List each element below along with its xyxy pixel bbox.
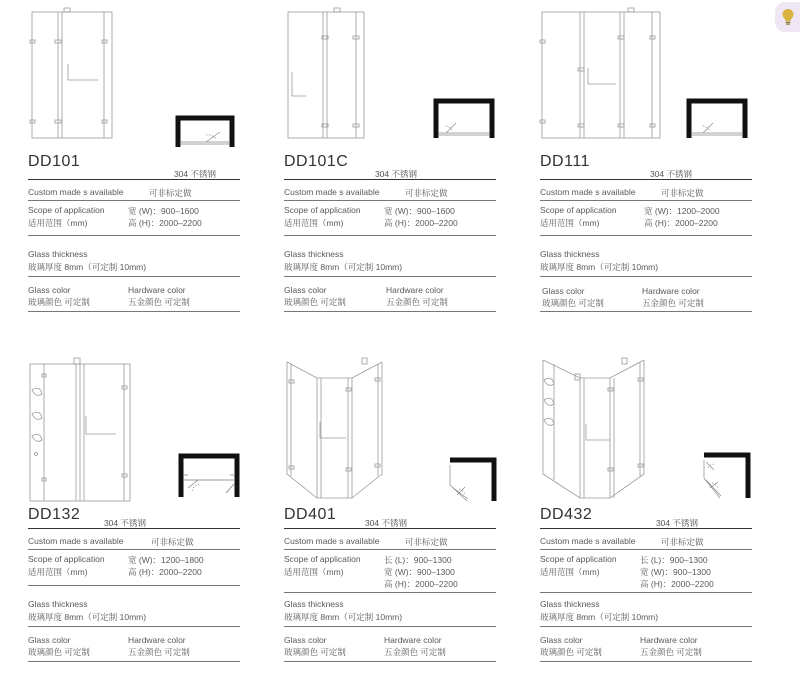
model-number: DD101 <box>28 153 81 170</box>
dimension-width: 宽 (W)：1200–1800 <box>128 555 204 565</box>
divider <box>284 311 496 312</box>
glass-thickness-cn: 玻璃厚度 8mm（可定制 10mm) <box>284 612 403 622</box>
dimension-width: 宽 (W)：900–1300 <box>640 567 711 577</box>
custom-made-cn: 可非标定做 <box>405 188 448 198</box>
divider <box>540 626 752 627</box>
hardware-color-cn: 五金颜色 可定制 <box>642 298 704 308</box>
glass-color-en: Glass color <box>28 635 71 645</box>
divider <box>28 311 240 312</box>
dimension-height: 高 (H)：2000–2200 <box>640 579 714 589</box>
shower-door-drawing <box>284 0 374 145</box>
dimension-length: 长 (L)：900–1300 <box>640 555 708 565</box>
dimension-width: 宽 (W)：900–1300 <box>384 567 455 577</box>
hardware-color-cn: 五金颜色 可定制 <box>384 647 446 657</box>
dimension-height: 高 (H)：2000–2200 <box>384 579 458 589</box>
divider <box>28 661 240 662</box>
floor-plan-diagram <box>700 452 752 500</box>
scope-cn: 适用范围（mm) <box>28 567 88 577</box>
dimension-height: 高 (H)：2000–2200 <box>128 218 202 228</box>
product-card-dd101 <box>28 0 240 320</box>
material-label: 304 不锈钢 <box>103 518 146 528</box>
shower-door-drawing <box>28 0 118 145</box>
divider <box>284 528 496 529</box>
custom-made-en: Custom made s available <box>540 187 636 197</box>
model-number: DD432 <box>540 506 593 523</box>
divider <box>28 179 240 180</box>
divider <box>28 276 240 277</box>
divider <box>284 200 496 201</box>
glass-thickness-cn: 玻璃厚度 8mm（可定制 10mm) <box>284 262 403 272</box>
scope-en: Scope of application <box>284 554 361 564</box>
hardware-color-cn: 五金颜色 可定制 <box>128 297 190 307</box>
custom-made-cn: 可非标定做 <box>405 537 448 547</box>
divider <box>28 549 240 550</box>
dimension-width: 宽 (W)：1200–2000 <box>644 206 720 216</box>
glass-thickness-en: Glass thickness <box>28 599 88 609</box>
glass-thickness-cn: 玻璃厚度 8mm（可定制 10mm) <box>28 262 147 272</box>
hardware-color-en: Hardware color <box>128 285 186 295</box>
shower-door-drawing <box>540 0 665 145</box>
dimension-width: 宽 (W)：900–1600 <box>384 206 455 216</box>
model-number: DD111 <box>540 153 590 170</box>
divider <box>540 528 752 529</box>
scope-en: Scope of application <box>540 205 617 215</box>
glass-color-cn: 玻璃颜色 可定制 <box>284 297 346 307</box>
dimension-height: 高 (H)：2000–2200 <box>384 218 458 228</box>
glass-color-cn: 玻璃颜色 可定制 <box>28 647 90 657</box>
custom-made-en: Custom made s available <box>540 536 636 546</box>
shower-door-drawing <box>540 350 648 502</box>
scope-cn: 适用范围（mm) <box>28 218 88 228</box>
divider <box>284 235 496 236</box>
custom-made-en: Custom made s available <box>284 187 380 197</box>
divider <box>540 235 752 236</box>
product-card-dd401 <box>284 350 496 670</box>
custom-made-cn: 可非标定做 <box>151 537 194 547</box>
shower-door-drawing <box>28 350 138 505</box>
divider <box>540 179 752 180</box>
scope-cn: 适用范围（mm) <box>284 218 344 228</box>
divider <box>540 661 752 662</box>
hardware-color-en: Hardware color <box>386 285 444 295</box>
hardware-color-cn: 五金颜色 可定制 <box>386 297 448 307</box>
divider <box>540 200 752 201</box>
divider <box>540 276 752 277</box>
glass-thickness-cn: 玻璃厚度 8mm（可定制 10mm) <box>28 612 147 622</box>
divider <box>540 592 752 593</box>
scope-en: Scope of application <box>28 205 105 215</box>
custom-made-en: Custom made s available <box>28 536 124 546</box>
divider <box>540 549 752 550</box>
glass-color-en: Glass color <box>284 285 327 295</box>
glass-color-cn: 玻璃颜色 可定制 <box>542 298 604 308</box>
custom-made-en: Custom made s available <box>28 187 124 197</box>
divider <box>284 276 496 277</box>
product-card-dd132 <box>28 350 240 670</box>
custom-made-cn: 可非标定做 <box>149 188 192 198</box>
hardware-color-en: Hardware color <box>640 635 698 645</box>
glass-thickness-en: Glass thickness <box>284 249 344 259</box>
floor-plan-diagram <box>434 98 494 140</box>
divider <box>28 585 240 586</box>
material-label: 304 不锈钢 <box>374 169 417 179</box>
product-card-dd432 <box>540 350 752 670</box>
divider <box>284 661 496 662</box>
dimension-height: 高 (H)：2000–2200 <box>644 218 718 228</box>
glass-color-cn: 玻璃颜色 可定制 <box>284 647 346 657</box>
custom-made-cn: 可非标定做 <box>661 537 704 547</box>
material-label: 304 不锈钢 <box>655 518 698 528</box>
floor-plan-diagram <box>449 457 497 503</box>
lightbulb-icon <box>781 8 795 26</box>
divider <box>284 179 496 180</box>
dimension-width: 宽 (W)：900–1600 <box>128 206 199 216</box>
scope-en: Scope of application <box>540 554 617 564</box>
model-number: DD101C <box>284 153 349 170</box>
scope-cn: 适用范围（mm) <box>540 218 600 228</box>
hardware-color-en: Hardware color <box>384 635 442 645</box>
material-label: 304 不锈钢 <box>364 518 407 528</box>
product-card-dd101c <box>284 0 496 320</box>
glass-thickness-en: Glass thickness <box>28 249 88 259</box>
scope-cn: 适用范围（mm) <box>284 567 344 577</box>
model-number: DD401 <box>284 506 337 523</box>
divider <box>28 528 240 529</box>
scope-en: Scope of application <box>284 205 361 215</box>
glass-color-cn: 玻璃颜色 可定制 <box>28 297 90 307</box>
divider <box>284 549 496 550</box>
glass-thickness-cn: 玻璃厚度 8mm（可定制 10mm) <box>540 262 659 272</box>
hardware-color-cn: 五金颜色 可定制 <box>640 647 702 657</box>
model-number: DD132 <box>28 506 81 523</box>
floor-plan-diagram <box>687 98 747 140</box>
divider <box>284 626 496 627</box>
material-label: 304 不锈钢 <box>173 169 216 179</box>
divider <box>540 311 752 312</box>
scope-en: Scope of application <box>28 554 105 564</box>
divider <box>28 235 240 236</box>
glass-color-en: Glass color <box>28 285 71 295</box>
glass-color-en: Glass color <box>284 635 327 645</box>
divider <box>28 626 240 627</box>
dimension-length: 长 (L)：900–1300 <box>384 555 452 565</box>
custom-made-cn: 可非标定做 <box>661 188 704 198</box>
glass-thickness-en: Glass thickness <box>540 249 600 259</box>
glass-thickness-en: Glass thickness <box>540 599 600 609</box>
glass-color-cn: 玻璃颜色 可定制 <box>540 647 602 657</box>
dimension-height: 高 (H)：2000–2200 <box>128 567 202 577</box>
divider <box>28 200 240 201</box>
hardware-color-cn: 五金颜色 可定制 <box>128 647 190 657</box>
glass-thickness-cn: 玻璃厚度 8mm（可定制 10mm) <box>540 612 659 622</box>
hardware-color-en: Hardware color <box>128 635 186 645</box>
hardware-color-en: Hardware color <box>642 286 700 296</box>
divider <box>284 592 496 593</box>
material-label: 304 不锈钢 <box>649 169 692 179</box>
glass-color-en: Glass color <box>542 286 585 296</box>
custom-made-en: Custom made s available <box>284 536 380 546</box>
floor-plan-diagram <box>176 115 234 149</box>
floor-plan-diagram <box>178 453 240 499</box>
glass-thickness-en: Glass thickness <box>284 599 344 609</box>
glass-color-en: Glass color <box>540 635 583 645</box>
shower-door-drawing <box>284 350 389 502</box>
scope-cn: 适用范围（mm) <box>540 567 600 577</box>
product-card-dd111 <box>540 0 752 320</box>
hint-button[interactable] <box>775 2 800 32</box>
